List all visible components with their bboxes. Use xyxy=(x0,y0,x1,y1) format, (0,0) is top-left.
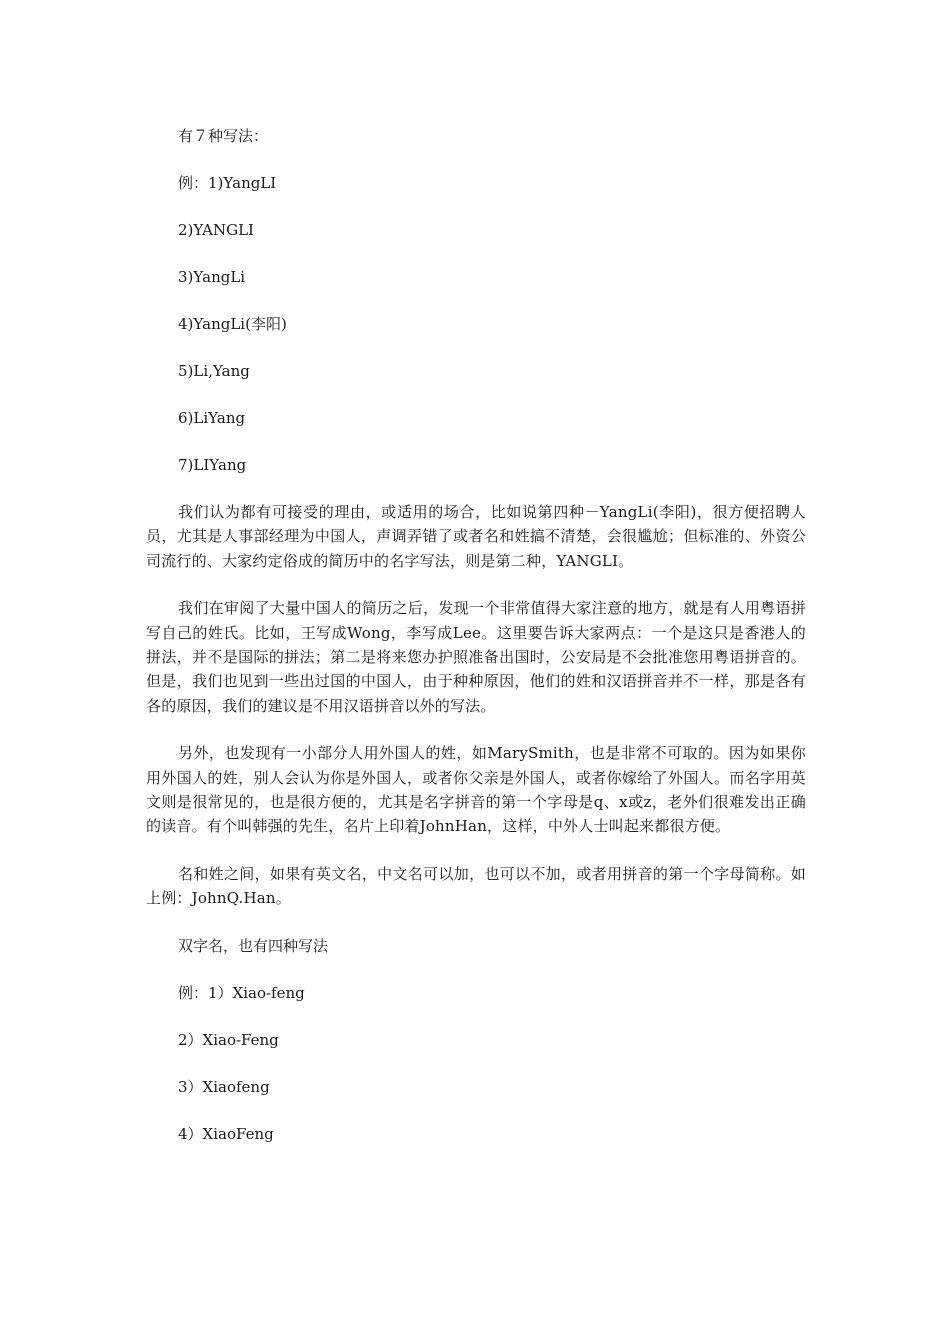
given-name-example-4: 4）XiaoFeng xyxy=(178,1124,274,1143)
surname-example-6: 6)LiYang xyxy=(178,409,246,427)
paragraph-foreign-surname: 另外，也发现有一小部分人用外国人的姓，如MarySmith，也是非常不可取的。因为如果你用外国人的姓，别人会认为你是外国人，或者你父亲是外国人，或者你嫁给了外国人。而名字用英文则是很常见的，也是很方便的，尤其是名字拼音的第一个字母是q、x或z，老外们很难发出正确的读音。有个叫韩强的先生，名片上印着JohnHan，这样，中外人士叫起来都很方便。 xyxy=(146,744,806,836)
surname-example-7: 7)LIYang xyxy=(178,456,247,474)
paragraph-middle-initial: 名和姓之间，如果有英文名，中文名可以加，也可以不加，或者用拼音的第一个字母简称。如上例：JohnQ.Han。 xyxy=(146,864,806,908)
given-name-example-1: 例：1）Xiao-feng xyxy=(178,983,305,1002)
surname-example-3: 3)YangLi xyxy=(178,268,246,286)
given-name-heading: 双字名，也有四种写法 xyxy=(178,936,329,955)
surname-example-1: 例：1)YangLI xyxy=(178,174,277,192)
surname-example-4: 4)YangLi(李阳) xyxy=(178,315,287,333)
surname-example-5: 5)Li,Yang xyxy=(178,362,250,380)
surname-example-2: 2)YANGLI xyxy=(178,221,254,239)
intro-line: 有７种写法： xyxy=(178,127,269,145)
given-name-example-2: 2）Xiao-Feng xyxy=(178,1030,279,1049)
paragraph-cantonese-spelling: 我们在审阅了大量中国人的简历之后，发现一个非常值得大家注意的地方，就是有人用粤语拼写自己的姓氏。比如，王写成Wong，李写成Lee。这里要告诉大家两点：一个是这只是香港人的拼法，并不是国际的拼法；第二是将来您办护照准备出国时，公安局是不会批准您用粤语拼音的。但是，我们也见到一些出过国的中国人，由于种种原因，他们的姓和汉语拼音并不一样，那是各有各的原因，我们的建议是不用汉语拼音以外的写法。 xyxy=(146,599,806,715)
document-body xyxy=(146,124,806,1169)
given-name-example-3: 3）Xiaofeng xyxy=(178,1077,270,1096)
paragraph-standard-format: 我们认为都有可接受的理由，或适用的场合，比如说第四种－YangLi(李阳)，很方便招聘人员，尤其是人事部经理为中国人，声调弄错了或者名和姓搞不清楚，会很尴尬；但标准的、外资公司流行的、大家约定俗成的简历中的名字写法，则是第二种，YANGLI。 xyxy=(146,503,806,570)
